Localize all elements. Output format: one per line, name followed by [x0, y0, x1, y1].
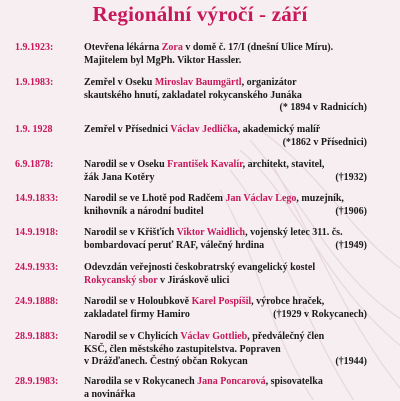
entry-note: (*1862 v Přísednici)	[84, 137, 367, 150]
page-title: Regionální výročí - září	[0, 2, 400, 27]
entry-text-line: a novinářka	[84, 389, 374, 401]
entry-highlight: Karel Pospíšil	[192, 296, 252, 307]
entry-text-part: Zemřel v Přísednici	[84, 124, 170, 135]
entry-text	[84, 193, 374, 218]
entry-text-part: Narodil se v Chylicích	[84, 331, 180, 342]
entry-text	[84, 296, 374, 321]
entry-date: 6.9.1878:	[15, 159, 53, 172]
entry-highlight: Václav Jedlička	[170, 124, 238, 135]
entry-text-part: , předválečný člen	[247, 331, 324, 342]
entry-highlight: Václav Gottlieb	[180, 331, 247, 342]
entry-text	[84, 331, 374, 369]
entry-text-part: Narodil se v Oseku	[84, 159, 167, 170]
entry-date: 24.9.1933:	[15, 262, 58, 275]
entry-text	[84, 376, 374, 401]
entry-highlight: František Kavalír	[167, 159, 242, 170]
entry-date: 28.9.1983:	[15, 376, 58, 389]
entry-text-line: skautského hnutí, zakladatel rokycanského Junáka	[84, 90, 374, 103]
entry-highlight: Viktor Waidlich	[177, 227, 245, 238]
entry-text	[84, 159, 374, 184]
entry-text-part: , spisovatelka	[266, 376, 323, 387]
entry-text-part: Narodil se ve Lhotě pod Radčem	[84, 193, 225, 204]
entry-text-part: Narodil se v Holoubkově	[84, 296, 192, 307]
entry-text-part: Narodil se v Křišťích	[84, 227, 177, 238]
entry-text-part: zakladatel firmy Hamiro	[84, 309, 190, 320]
entry-date: 14.9.1833:	[15, 193, 58, 206]
entry-text	[84, 124, 374, 149]
entry-text-part: Zemřel v Oseku	[84, 77, 155, 88]
entry-text-part: bombardovací peruť RAF, válečný hrdina	[84, 240, 264, 251]
entry-date: 24.9.1888:	[15, 296, 58, 309]
entry-highlight: Jana Poncarová	[197, 376, 265, 387]
entry-text-part: knihovník a národní buditel	[84, 206, 204, 217]
entry-text-part: Otevřena lékárna	[84, 42, 162, 53]
entry-text	[84, 77, 374, 115]
entry-text	[84, 227, 374, 252]
entry-text-part: žák Jana Kotěry	[84, 172, 155, 183]
entry-text-part: , výrobce hraček,	[251, 296, 324, 307]
entry-note: (†1932)	[335, 172, 367, 185]
entry-date: 1.9.1983:	[15, 77, 53, 90]
entry-text	[84, 42, 374, 67]
entry-text-part: , organizátor	[242, 77, 297, 88]
entry-text-part: , architekt, stavitel,	[243, 159, 325, 170]
entry-text-part: v Drážďanech. Čestný občan Rokycan	[84, 356, 248, 367]
entry-text-part: , muzejník,	[296, 193, 344, 204]
entry-note: (†1906)	[335, 206, 367, 219]
entry-highlight: Jan Václav Lego	[225, 193, 296, 204]
entry-text-part: , akademický malíř	[238, 124, 321, 135]
entry-highlight: Miroslav Baumgärtl	[155, 77, 242, 88]
entry-date: 1.9.1923:	[15, 42, 53, 55]
entry-highlight: Rokycanský sbor	[84, 275, 157, 286]
entry-text-line: KSČ, člen městského zastupitelstva. Popraven	[84, 344, 374, 357]
entry-text-part: v domě č. 17/I (dnešní Ulice Míru).	[183, 42, 333, 53]
entry-text-part: , vojenský letec 311. čs.	[245, 227, 343, 238]
entry-text	[84, 262, 374, 287]
entry-highlight: Zora	[162, 42, 183, 53]
entry-note: (†1944)	[335, 356, 367, 369]
entry-note: (* 1894 v Radnicích)	[84, 102, 367, 115]
entry-note: (†1929 v Rokycanech)	[273, 309, 367, 322]
entry-date: 14.9.1918:	[15, 227, 58, 240]
entry-text-part: v Jiráskově ulici	[157, 275, 229, 286]
entry-date: 1.9. 1928	[15, 124, 53, 137]
entry-text-line: Majitelem byl MgPh. Viktor Hassler.	[84, 55, 374, 68]
entry-note: (†1949)	[335, 240, 367, 253]
entry-text-part: Narodila se v Rokycanech	[84, 376, 197, 387]
entry-text-line: Odevzdán veřejnosti českobratrský evangelický kostel	[84, 262, 374, 275]
entry-date: 28.9.1883:	[15, 331, 58, 344]
